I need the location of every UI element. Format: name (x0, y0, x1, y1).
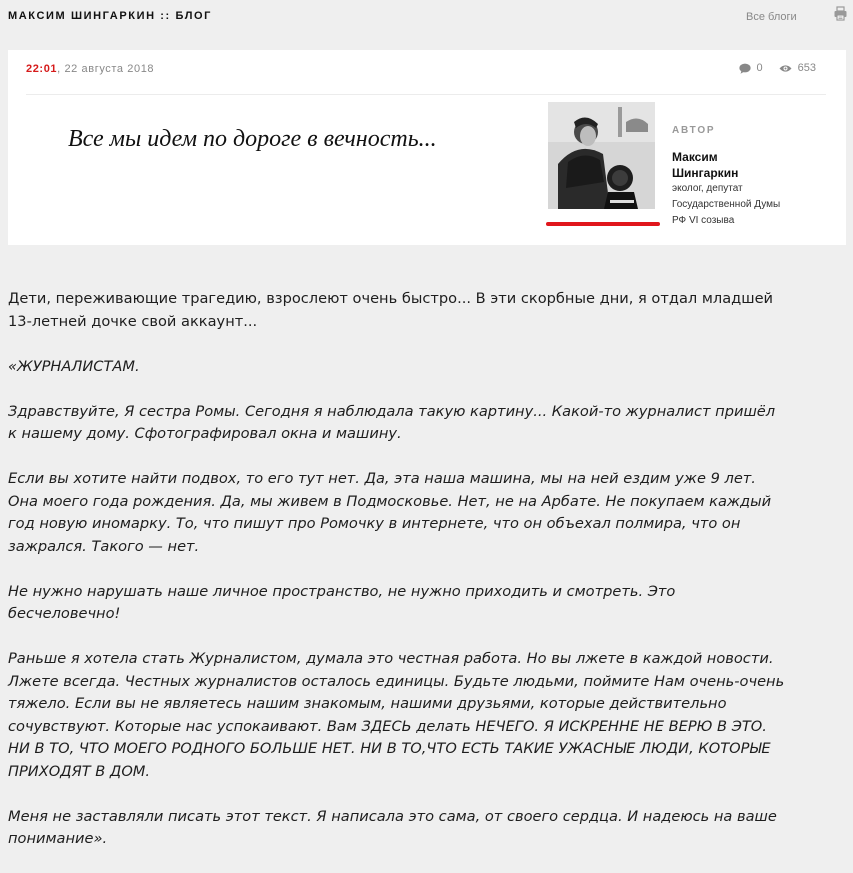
post-meta (26, 63, 154, 75)
eye-icon (779, 64, 792, 73)
author-description: эколог, депутат Государственной Думы РФ VI созыва (672, 183, 781, 226)
comment-icon[interactable] (739, 63, 751, 74)
article-paragraph: Дети, переживающие трагедию, взрослеют очень быстро... В эти скорбные дни, я отдал младшей 13-летней дочке свой аккаунт... (8, 290, 774, 330)
author-name-link[interactable]: Максим Шингаркин (672, 150, 739, 180)
article-paragraph: «ЖУРНАЛИСТАМ. (8, 357, 140, 375)
article-body (8, 288, 788, 873)
comments-count[interactable]: 0 (756, 62, 763, 74)
all-blogs-link[interactable]: Все блоги (746, 11, 797, 23)
post-time: 22:01 (26, 63, 58, 75)
author-avatar[interactable] (548, 102, 655, 209)
article-paragraph: Раньше я хотела стать Журналистом, думала это честная работа. Но вы лжете в каждой новости. Лжете всегда. Честных журналистов осталось единицы. Будьте людьми, поймите Нам очень-очень тяжело. Если вы не являетесь нашим знакомым, нашими друзьями, которые действительно сочувствуют. Которые нас успокаивают. Вам ЗДЕСЬ делать НЕЧЕГО. Я ИСКРЕННЕ НЕ ВЕРЮ В ЭТО. НИ В ТО, ЧТО МОЕГО РОДНОГО БОЛЬШЕ НЕТ. НИ В ТО,ЧТО ЕСТЬ ТАКИЕ УЖАСНЫЕ ЛЮДИ, КОТОРЫЕ ПРИХОДЯТ В ДОМ. (8, 650, 785, 780)
card-divider (26, 94, 826, 95)
blog-title-link[interactable]: МАКСИМ ШИНГАРКИН :: БЛОГ (8, 10, 213, 22)
avatar-underline (546, 222, 660, 226)
article-paragraph: Не нужно нарушать наше личное пространство, не нужно приходить и смотреть. Это бесчеловечно! (8, 582, 676, 622)
post-stats (739, 62, 816, 74)
top-bar (0, 0, 853, 40)
post-date: , 22 августа 2018 (57, 63, 155, 75)
print-icon[interactable] (833, 6, 848, 21)
author-label: АВТОР (672, 125, 716, 136)
views-count: 653 (797, 62, 816, 74)
article-paragraph: Меня не заставляли писать этот текст. Я написала это сама, от своего сердца. И надеюсь на ваше понимание». (8, 807, 777, 847)
article-paragraph: Если вы хотите найти подвох, то его тут нет. Да, эта наша машина, мы на ней ездим уже 9 лет. Она моего года рождения. Да, мы живем в Подмосковье. Нет, не на Арбате. Не покупаем каждый год новую иномарку. То, что пишут про Ромочку в интернете, что он объехал полмира, что он зажрался. Такого — нет. (8, 470, 772, 555)
post-title: Все мы идем по дороге в вечность... (68, 126, 437, 152)
post-header-card (8, 50, 846, 245)
article-paragraph: Здравствуйте, Я сестра Ромы. Сегодня я наблюдала такую картину... Какой-то журналист пришёл к нашему дому. Сфотографировал окна и машину. (8, 402, 776, 442)
